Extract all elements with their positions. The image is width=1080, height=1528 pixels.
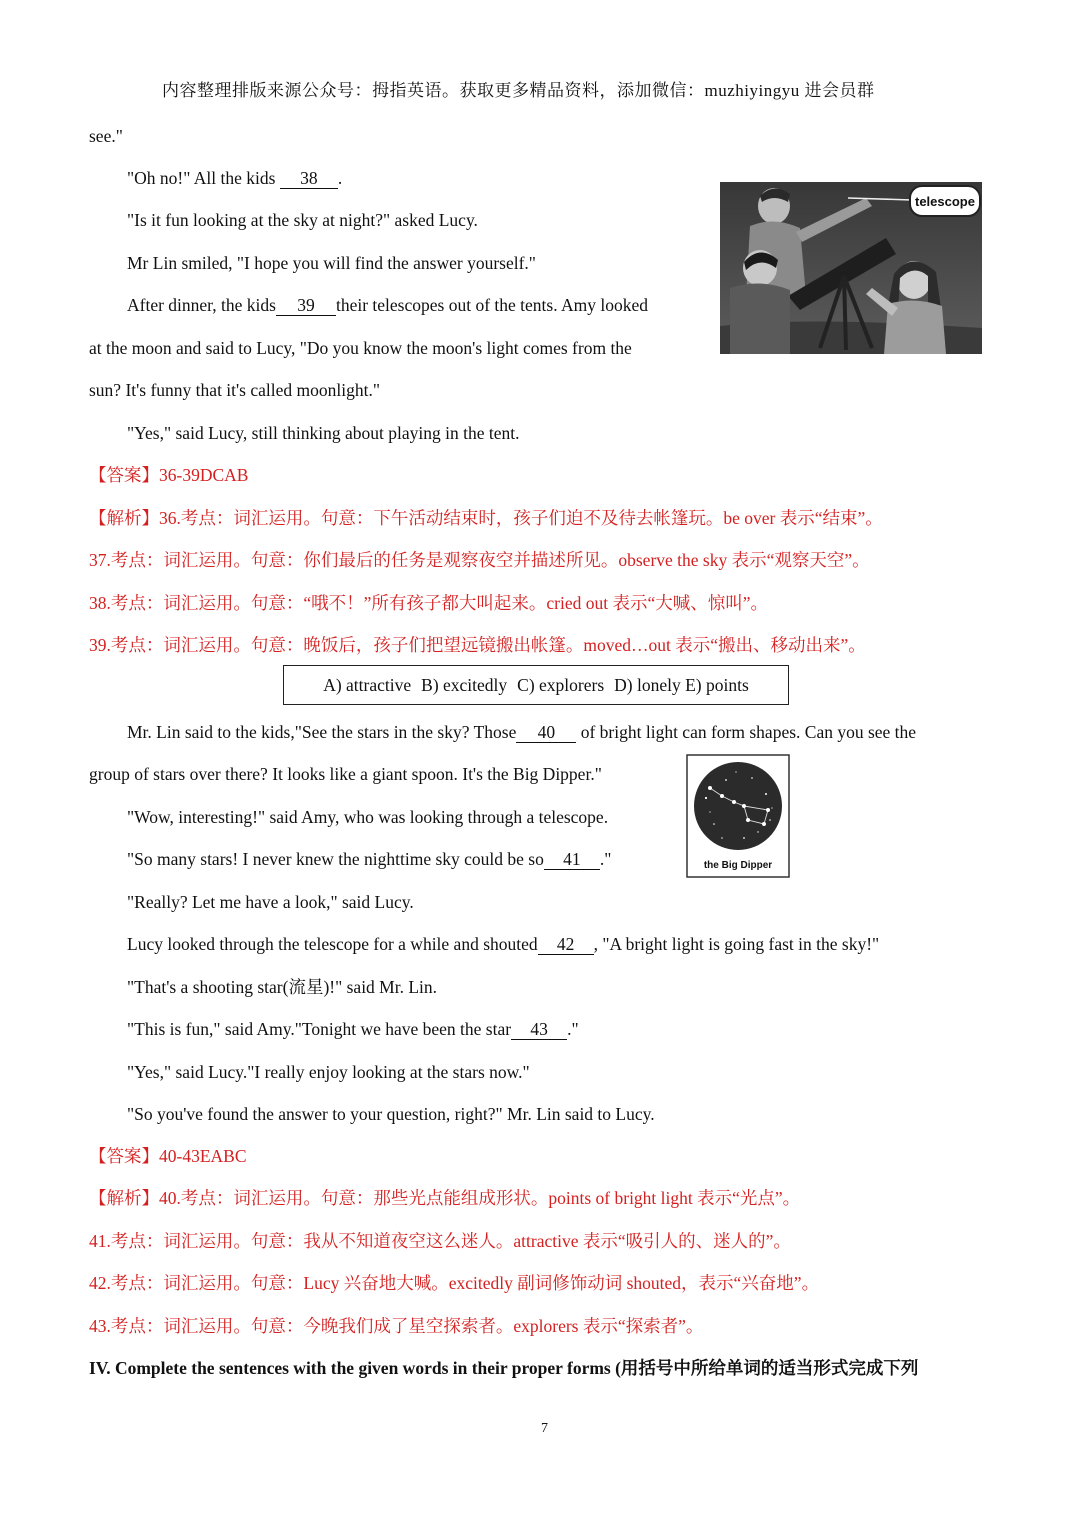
- story-line: "Really? Let me have a look," said Lucy.: [127, 892, 414, 912]
- blank-43: 43: [511, 1019, 567, 1040]
- answer-40-43: 【答案】40-43EABC: [89, 1146, 247, 1166]
- section-iv-heading: IV. Complete the sentences with the given words in their proper forms (用括号中所给单词的适当形式完成下列: [89, 1358, 919, 1378]
- story-line: "So many stars! I never knew the nighttime sky could be so 41 .": [127, 849, 612, 869]
- story-line: group of stars over there? It looks like a giant spoon. It's the Big Dipper.": [89, 764, 602, 784]
- story-line: "This is fun," said Amy."Tonight we have been the star 43 .": [127, 1019, 579, 1039]
- story-line: see.": [89, 126, 123, 146]
- story-line: Mr Lin smiled, "I hope you will find the answer yourself.": [127, 253, 536, 273]
- word-bank-box: [283, 665, 789, 705]
- story-line: "Oh no!" All the kids 38 .: [127, 168, 343, 188]
- story-line: "Wow, interesting!" said Amy, who was looking through a telescope.: [127, 807, 609, 827]
- blank-38: 38: [280, 168, 338, 189]
- big-dipper-illustration: [686, 754, 790, 878]
- word-option: B) excitedly: [421, 674, 508, 695]
- story-line: at the moon and said to Lucy, "Do you know the moon's light comes from the: [89, 338, 632, 358]
- analysis-36: 【解析】36.考点：词汇运用。句意：下午活动结束时，孩子们迫不及待去帐篷玩。be over 表示“结束”。: [89, 508, 883, 528]
- analysis-43: 43.考点：词汇运用。句意：今晚我们成了星空探索者。explorers 表示“探索者”。: [89, 1316, 704, 1336]
- blank-39: 39: [276, 295, 336, 316]
- analysis-42: 42.考点：词汇运用。句意：Lucy 兴奋地大喊。excitedly 副词修饰动词 shouted，表示“兴奋地”。: [89, 1273, 820, 1293]
- telescope-illustration: [716, 176, 986, 358]
- page-number: 7: [541, 1421, 548, 1436]
- word-option: D) lonely E) points: [614, 674, 749, 695]
- blank-40: 40: [516, 722, 576, 743]
- story-line: "So you've found the answer to your question, right?" Mr. Lin said to Lucy.: [127, 1104, 655, 1124]
- analysis-41: 41.考点：词汇运用。句意：我从不知道夜空这么迷人。attractive 表示“吸引人的、迷人的”。: [89, 1231, 791, 1251]
- word-option: C) explorers: [517, 674, 605, 695]
- story-line: "That's a shooting star(流星)!" said Mr. Lin.: [127, 977, 438, 997]
- word-option: A) attractive: [323, 674, 412, 695]
- story-line: "Is it fun looking at the sky at night?" asked Lucy.: [127, 210, 478, 230]
- analysis-38: 38.考点：词汇运用。句意：“哦不！”所有孩子都大叫起来。cried out 表示“大喊、惊叫”。: [89, 593, 769, 613]
- story-line: sun? It's funny that it's called moonlight.": [89, 380, 380, 400]
- blank-42: 42: [538, 934, 594, 955]
- blank-41: 41: [544, 849, 600, 870]
- big-dipper-label: the Big Dipper: [703, 860, 773, 871]
- analysis-39: 39.考点：词汇运用。句意：晚饭后，孩子们把望远镜搬出帐篷。moved…out 表示“搬出、移动出来”。: [89, 635, 866, 655]
- story-line: After dinner, the kids 39 their telescopes out of the tents. Amy looked: [127, 295, 649, 315]
- analysis-37: 37.考点：词汇运用。句意：你们最后的任务是观察夜空并描述所见。observe the sky 表示“观察天空”。: [89, 550, 870, 570]
- telescope-label: telescope: [915, 194, 975, 209]
- story-line: "Yes," said Lucy, still thinking about playing in the tent.: [127, 423, 520, 443]
- page-header: 内容整理排版来源公众号：拇指英语。获取更多精品资料，添加微信：muzhiyingyu 进会员群: [162, 81, 875, 100]
- answer-36-39: 【答案】36-39DCAB: [89, 465, 249, 485]
- story-line: Lucy looked through the telescope for a while and shouted 42 , "A bright light is going fast in the sky!": [127, 934, 880, 954]
- story-line: "Yes," said Lucy."I really enjoy looking at the stars now.": [127, 1062, 530, 1082]
- story-line: Mr. Lin said to the kids,"See the stars in the sky? Those 40 of bright light can form shapes. Can you see the: [127, 722, 917, 742]
- analysis-40: 【解析】40.考点：词汇运用。句意：那些光点能组成形状。points of bright light 表示“光点”。: [89, 1188, 801, 1208]
